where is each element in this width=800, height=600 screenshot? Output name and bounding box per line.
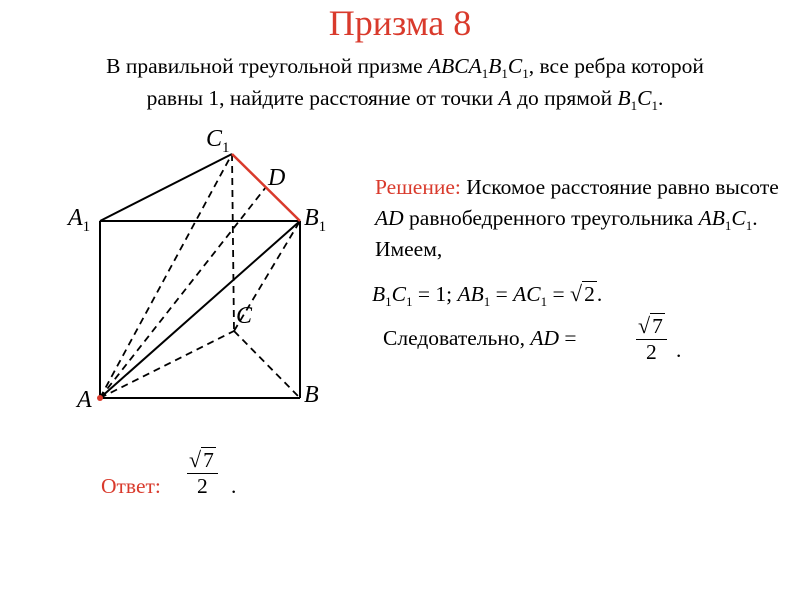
equation-result: Следовательно, AD = bbox=[383, 326, 577, 350]
edge-A1-C1 bbox=[100, 154, 232, 221]
answer-period: . bbox=[231, 474, 237, 498]
equation-edges: $B_1C_1 = 1$; $AB_1 = AC_1 = √2$. bbox=[372, 281, 603, 309]
answer-fraction: √7 2 bbox=[187, 447, 218, 499]
edge-B1-C1-highlight bbox=[232, 154, 300, 221]
result-period: . bbox=[676, 338, 682, 362]
segment-A-B1 bbox=[100, 221, 300, 398]
problem-statement: В правильной треугольной призме $ABCA_1B_1C_1$, все ребра которой равны 1, найдите расстояние от точки A до прямой $B_1C_1$. bbox=[106, 54, 704, 113]
label-D: D bbox=[268, 165, 286, 191]
label-B1: $B_1$ bbox=[304, 205, 327, 235]
label-A: A bbox=[77, 387, 92, 413]
result-fraction: √7 2 bbox=[636, 313, 667, 365]
segment-A-D bbox=[100, 187, 266, 398]
solution-label: Решение: bbox=[375, 175, 461, 199]
point-A-marker bbox=[97, 395, 103, 401]
label-A1: $A_1$ bbox=[68, 205, 91, 235]
edge-C1-C bbox=[232, 154, 234, 331]
sqrt-sign: √ bbox=[570, 281, 583, 306]
sqrt-sign: √ bbox=[189, 447, 202, 472]
solution-text: Решение: Искомое расстояние равно высоте AD равнобедренного треугольника $AB_1C_1$. Имеем, bbox=[375, 175, 779, 261]
edge-C-B bbox=[234, 331, 300, 398]
edge-A-C bbox=[100, 331, 234, 398]
sqrt-sign: √ bbox=[638, 313, 651, 338]
label-C: C bbox=[236, 303, 253, 329]
slide-title: Призма 8 bbox=[328, 3, 472, 43]
label-B: B bbox=[304, 382, 319, 408]
segment-A-C1 bbox=[100, 154, 232, 398]
answer-label: Ответ: bbox=[101, 474, 161, 498]
label-C1: $C_1$ bbox=[206, 126, 230, 156]
